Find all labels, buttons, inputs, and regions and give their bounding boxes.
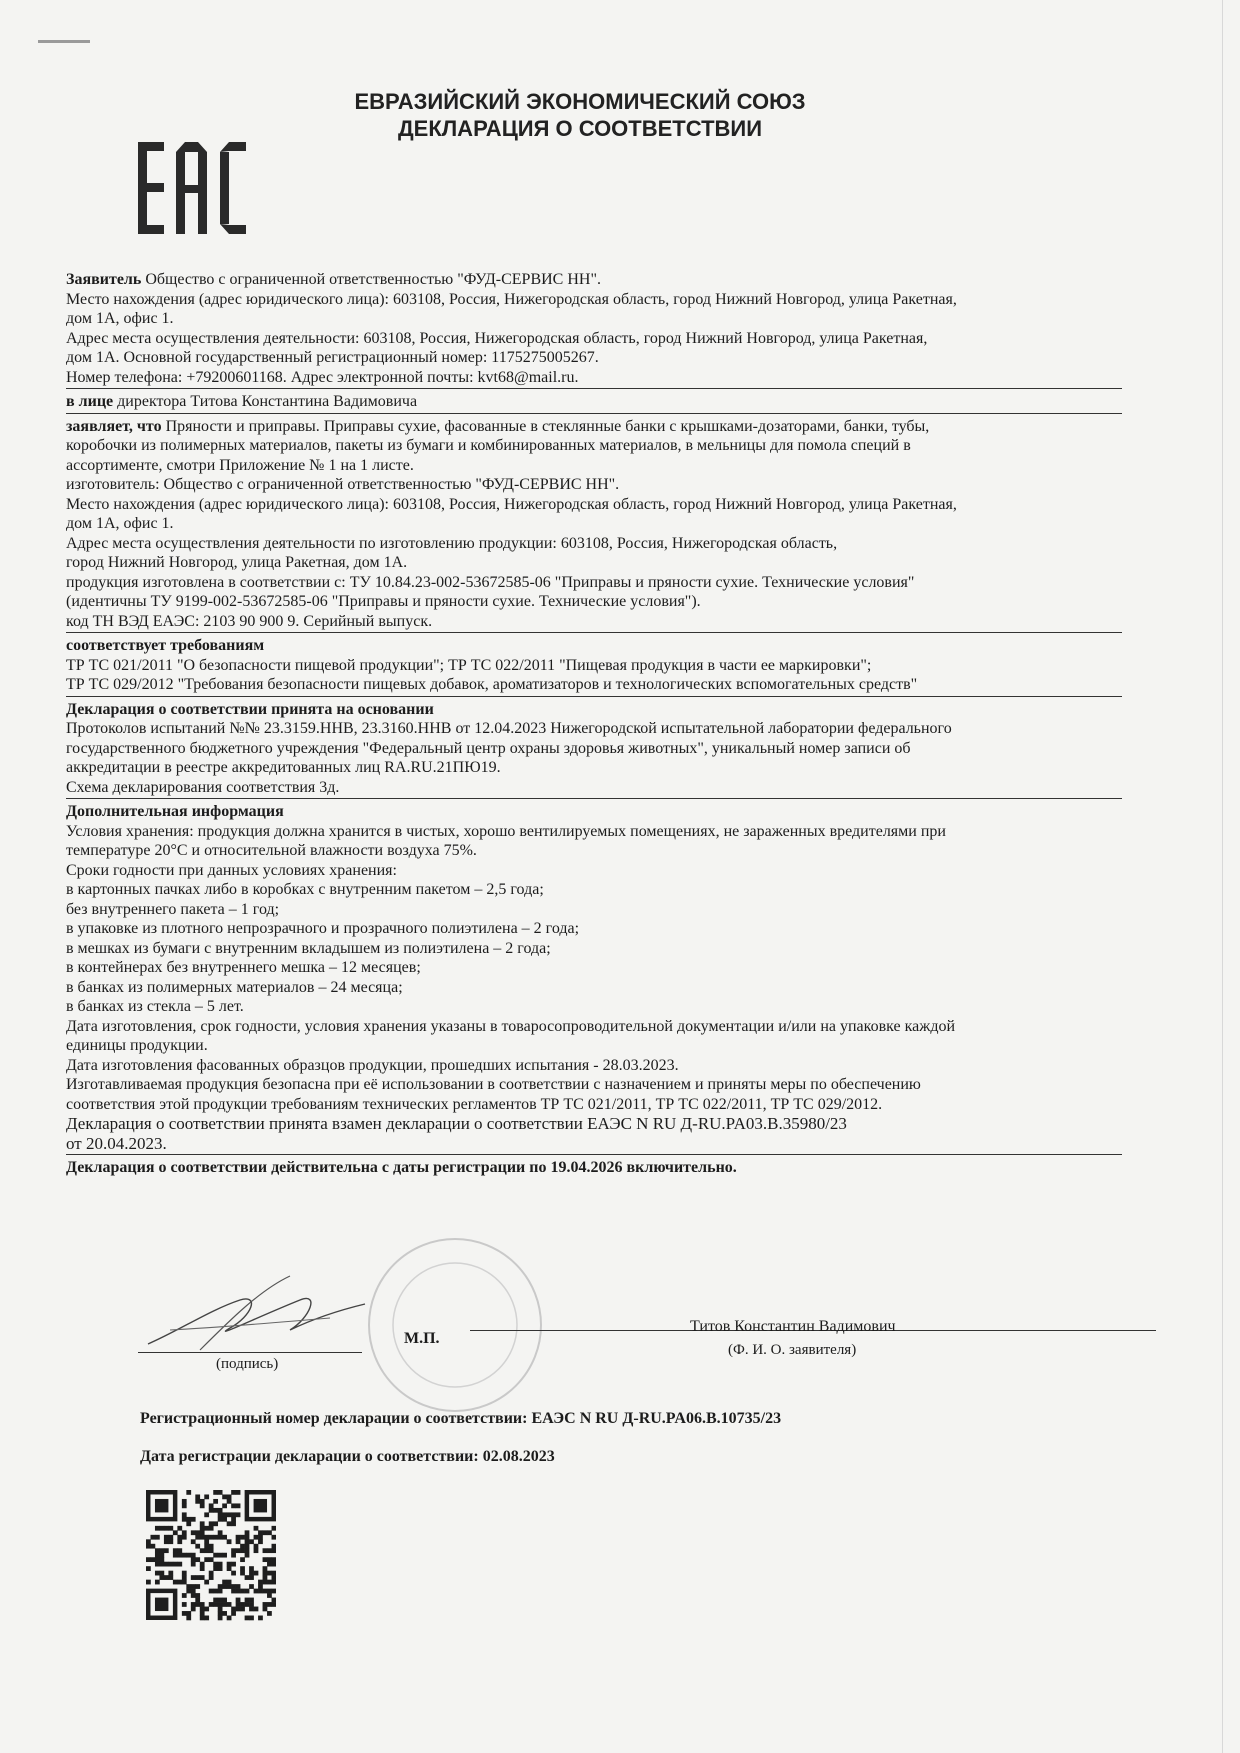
additional-line: Условия хранения: продукция должна хранится в чистых, хорошо вентилируемых помещениях, не зараженных вредителями при [66,822,946,840]
additional-line: единицы продукции. [66,1037,208,1054]
additional-line: соответствия этой продукции требованиям технических регламентов ТР ТС 021/2011, ТР ТС 022/2011, ТР ТС 029/2012. [66,1095,883,1113]
applicant-address-1: Место нахождения (адрес юридического лица): 603108, Россия, Нижегородская область, город Нижний Новгород, улица Ракетная, [66,290,957,308]
name-caption: (Ф. И. О. заявителя) [728,1342,857,1358]
basis-label: Декларация о соответствии принята на основании [66,700,434,718]
additional-line: в контейнерах без внутреннего мешка – 12 месяцев; [66,959,421,976]
additional-label: Дополнительная информация [66,803,284,820]
applicant-name: Общество с ограниченной ответственностью "ФУД-СЕРВИС НН". [141,271,601,288]
spec-line-2: (идентичны ТУ 9199-002-53672585-06 "Приправы и пряности сухие. Технические условия"). [66,593,701,610]
additional-line: Дата изготовления, срок годности, условия хранения указаны в товаросопроводительной документации и/или на упаковке каждой [66,1017,956,1035]
registration-date: Дата регистрации декларации о соответствии: 02.08.2023 [140,1448,555,1465]
manufacturer-line-2: Место нахождения (адрес юридического лица): 603108, Россия, Нижегородская область, город Нижний Новгород, улица Ракетная, [66,495,957,513]
additional-line: Дата изготовления фасованных образцов продукции, прошедших испытания - 28.03.2023. [66,1056,679,1074]
registration-number: Регистрационный номер декларации о соответствии: ЕАЭС N RU Д-RU.PA06.B.10735/23 [140,1410,782,1427]
declares-line-2: коробочки из полимерных материалов, пакеты из бумаги и комбинированных материалов, в мельницы для помола специй в [66,437,911,454]
signatory-name: Титов Константин Вадимович [690,1318,896,1335]
additional-line: в банках из полимерных материалов – 24 месяца; [66,978,403,996]
document-header [280,88,880,142]
basis-line-2: государственного бюджетного учреждения "Федеральный центр охраны здоровья животных", уникальный номер записи об [66,739,911,757]
applicant-activity-1: Адрес места осуществления деятельности: 603108, Россия, Нижегородская область, город Нижний Новгород, улица Ракетная, [66,329,928,347]
requirements-line-2: ТР ТС 029/2012 "Требования безопасности пищевых добавок, ароматизаторов и технологических вспомогательных средств" [66,675,1122,697]
applicant-address-2: дом 1А, офис 1. [66,310,174,327]
corner-mark [38,40,90,43]
applicant-label: Заявитель [66,271,142,288]
representative-text: директора Титова Константина Вадимовича [113,393,418,410]
header-union: ЕВРАЗИЙСКИЙ ЭКОНОМИЧЕСКИЙ СОЮЗ [354,89,806,114]
spec-line-1: продукция изготовлена в соответствии с: ТУ 10.84.23-002-53672585-06 "Приправы и пряности сухие. Технические условия" [66,573,915,591]
manufacturer-line-4: Адрес места осуществления деятельности по изготовлению продукции: 603108, Россия, Нижегородская область, [66,534,838,552]
additional-line: Сроки годности при данных условиях хранения: [66,861,397,879]
additional-line: в картонных пачках либо в коробках с внутренним пакетом – 2,5 года; [66,881,544,898]
basis-scheme: Схема декларирования соответствия 3д. [66,778,1122,800]
applicant-activity-2: дом 1А. Основной государственный регистрационный номер: 1175275005267. [66,349,599,366]
page-edge-line [1222,0,1223,1753]
additional-line: в мешках из бумаги с внутренним вкладышем из полиэтилена – 2 года; [66,939,551,957]
declares-line-1 [66,417,1122,437]
representative-label: в лице [66,393,114,410]
declaration-body [66,270,1122,1178]
manufacturer-line-3: дом 1А, офис 1. [66,515,174,532]
declares-label: заявляет, что [66,417,162,435]
requirements-label: соответствует требованиям [66,637,265,654]
additional-line: без внутреннего пакета – 1 год; [66,900,280,918]
header-title: ДЕКЛАРАЦИЯ О СООТВЕТСТВИИ [397,116,763,141]
signature-line [138,1352,362,1353]
applicant-contacts: Номер телефона: +79200601168. Адрес электронной почты: kvt68@mail.ru. [66,368,1122,390]
additional-line: температуре 20°С и относительной влажности воздуха 75%. [66,842,477,859]
manufacturer-line-1: изготовитель: Общество с ограниченной ответственностью "ФУД-СЕРВИС НН". [66,476,620,493]
product-code: код ТН ВЭД ЕАЭС: 2103 90 900 9. Серийный выпуск. [66,612,1122,634]
basis-line-3: аккредитации в реестре аккредитованных лиц RA.RU.21ПЮ19. [66,759,501,776]
basis-line-1: Протоколов испытаний №№ 23.3159.ННВ, 23.3160.ННВ от 12.04.2023 Нижегородской испытательной лаборатории федерального [66,720,952,737]
additional-line: в упаковке из плотного непрозрачного и прозрачного полиэтилена – 2 года; [66,920,580,937]
signature-caption: (подпись) [216,1356,279,1372]
qr-code [146,1490,276,1624]
stamp-place-label: М.П. [404,1330,440,1347]
signature-image [140,1270,370,1360]
applicant-name-line [66,270,1122,290]
requirements-line-1: ТР ТС 021/2011 "О безопасности пищевой продукции"; ТР ТС 022/2011 "Пищевая продукция в части ее маркировки"; [66,656,872,674]
declares-text-1: Пряности и приправы. Приправы сухие, фасованные в стеклянные банки с крышками-дозаторами, банки, тубы, [161,417,930,435]
eac-logo [136,140,248,236]
signature-block [130,1300,1160,1380]
representative-line [66,392,1122,414]
replacement-line-1: Декларация о соответствии принята взамен декларации о соответствии ЕАЭС N RU Д-RU.PA03.B.35980/23 [66,1114,847,1133]
replacement-line-2: от 20.04.2023. [66,1134,1122,1156]
validity-statement: Декларация о соответствии действительна с даты регистрации по 19.04.2026 включительно. [66,1159,737,1176]
additional-line: в банках из стекла – 5 лет. [66,998,244,1015]
additional-line: Изготавливаемая продукция безопасна при её использовании в соответствии с назначением и приняты меры по обеспечению [66,1076,921,1093]
manufacturer-line-5: город Нижний Новгород, улица Ракетная, дом 1А. [66,554,408,571]
declares-line-3: ассортименте, смотри Приложение № 1 на 1 листе. [66,456,414,474]
